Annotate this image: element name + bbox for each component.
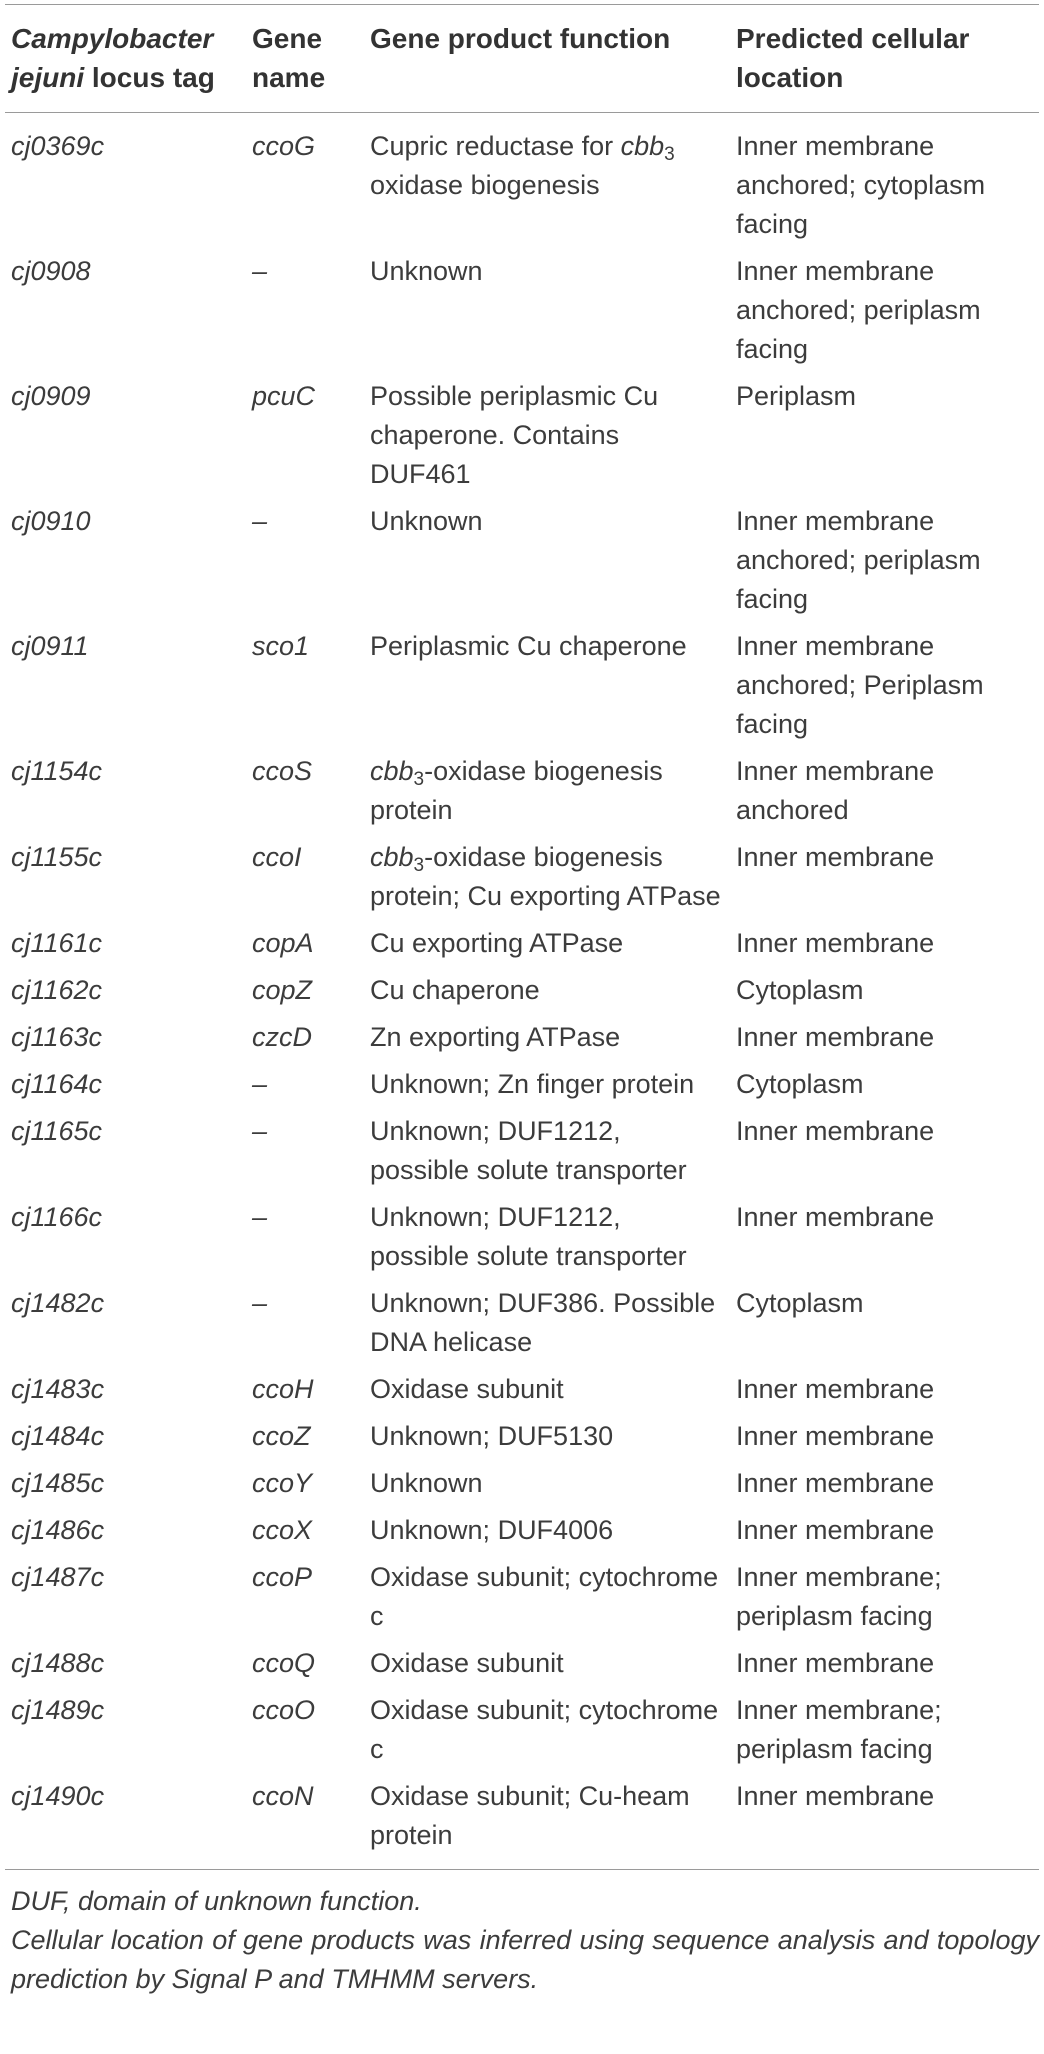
locus-tag-cell: cj0369c bbox=[11, 131, 105, 161]
cellular-location-cell: Periplasm bbox=[736, 381, 857, 411]
gene-function-cell bbox=[364, 1018, 730, 1065]
header-locus-tag-text: locus tag bbox=[84, 62, 215, 93]
locus-tag-cell: cj1155c bbox=[11, 842, 103, 872]
cellular-location-cell: Inner membrane bbox=[736, 1022, 935, 1052]
gene-name-cell: – bbox=[252, 1069, 268, 1099]
subscript-text: 3 bbox=[664, 144, 675, 165]
gene-function-cell bbox=[364, 1198, 730, 1284]
locus-tag-cell: cj0909 bbox=[11, 381, 91, 411]
table-row bbox=[5, 1065, 1039, 1112]
function-text: Cupric reductase for bbox=[370, 131, 621, 161]
gene-name-cell: ccoX bbox=[252, 1515, 313, 1545]
cellular-location-cell: Inner membrane anchored bbox=[736, 756, 935, 825]
function-text: -oxidase biogenesis protein bbox=[370, 756, 663, 825]
gene-function-cell bbox=[364, 1511, 730, 1558]
locus-tag-cell: cj1165c bbox=[11, 1116, 103, 1146]
function-text: Unknown; DUF4006 bbox=[370, 1515, 614, 1545]
cellular-location-cell: Inner membrane; periplasm facing bbox=[736, 1562, 942, 1631]
table-body bbox=[5, 113, 1039, 1870]
gene-name-cell: ccoO bbox=[252, 1695, 316, 1725]
subscript-text: 3 bbox=[413, 855, 425, 876]
cellular-location-cell: Inner membrane; periplasm facing bbox=[736, 1695, 942, 1764]
cellular-location-cell: Inner membrane anchored; periplasm facing bbox=[736, 506, 981, 614]
function-text: Oxidase subunit; Cu-heam protein bbox=[370, 1781, 690, 1850]
gene-function-cell bbox=[364, 1284, 730, 1370]
gene-name-cell: – bbox=[252, 1288, 268, 1318]
gene-function-cell bbox=[364, 113, 730, 253]
locus-tag-cell: cj1162c bbox=[11, 975, 103, 1005]
gene-name-cell: copA bbox=[252, 928, 314, 958]
locus-tag-cell: cj1486c bbox=[11, 1515, 105, 1545]
subscript-text: 3 bbox=[413, 769, 425, 790]
function-text: Unknown; DUF1212, possible solute transporter bbox=[370, 1116, 687, 1185]
table-row bbox=[5, 1511, 1039, 1558]
table-row bbox=[5, 1644, 1039, 1691]
locus-tag-cell: cj1484c bbox=[11, 1421, 105, 1451]
header-locus-tag bbox=[5, 5, 246, 113]
function-text: Unknown; DUF5130 bbox=[370, 1421, 614, 1451]
header-row bbox=[5, 5, 1039, 113]
function-text: Unknown; DUF1212, possible solute transporter bbox=[370, 1202, 687, 1271]
table-row bbox=[5, 1112, 1039, 1198]
gene-function-cell bbox=[364, 971, 730, 1018]
cellular-location-cell: Inner membrane anchored; Periplasm facing bbox=[736, 631, 984, 739]
cellular-location-cell: Inner membrane bbox=[736, 1421, 935, 1451]
table-row bbox=[5, 1417, 1039, 1464]
function-text: Oxidase subunit bbox=[370, 1648, 564, 1678]
cellular-location-cell: Inner membrane bbox=[736, 1202, 935, 1232]
table-row bbox=[5, 752, 1039, 838]
locus-tag-cell: cj0911 bbox=[11, 631, 89, 661]
footnote-duf: DUF, domain of unknown function. bbox=[11, 1886, 422, 1916]
gene-name-cell: czcD bbox=[252, 1022, 312, 1052]
gene-name-cell: sco1 bbox=[252, 631, 310, 661]
gene-function-cell bbox=[364, 924, 730, 971]
cellular-location-cell: Inner membrane anchored; periplasm facing bbox=[736, 256, 981, 364]
header-cellular-location: Predicted cellular location bbox=[736, 23, 970, 93]
cellular-location-cell: Inner membrane bbox=[736, 1515, 935, 1545]
cellular-location-cell: Inner membrane bbox=[736, 1648, 935, 1678]
function-text: Cu exporting ATPase bbox=[370, 928, 624, 958]
header-gene-product-function: Gene product function bbox=[370, 23, 671, 54]
table-row bbox=[5, 1198, 1039, 1284]
locus-tag-cell: cj1166c bbox=[11, 1202, 103, 1232]
locus-tag-cell: cj1490c bbox=[11, 1781, 105, 1811]
cellular-location-cell: Inner membrane bbox=[736, 928, 935, 958]
function-text: Unknown; DUF386. Possible DNA helicase bbox=[370, 1288, 716, 1357]
gene-name-cell: – bbox=[252, 1202, 268, 1232]
cellular-location-cell: Inner membrane anchored; cytoplasm facing bbox=[736, 131, 986, 239]
footnote-methods: Cellular location of gene products was inferred using sequence analysis and topology prediction by Signal P and TMHMM servers. bbox=[11, 1925, 1039, 1994]
gene-name-cell: ccoP bbox=[252, 1562, 313, 1592]
gene-function-cell bbox=[364, 1777, 730, 1870]
locus-tag-cell: cj1489c bbox=[11, 1695, 105, 1725]
cellular-location-cell: Inner membrane bbox=[736, 842, 935, 872]
function-text: -oxidase biogenesis protein; Cu exporting ATPase bbox=[370, 842, 721, 911]
table-row bbox=[5, 1284, 1039, 1370]
table-row bbox=[5, 924, 1039, 971]
cellular-location-cell: Inner membrane bbox=[736, 1468, 935, 1498]
gene-function-cell bbox=[364, 252, 730, 377]
table-row bbox=[5, 1777, 1039, 1870]
cellular-location-cell: Inner membrane bbox=[736, 1116, 935, 1146]
locus-tag-cell: cj1154c bbox=[11, 756, 103, 786]
gene-name-cell: ccoS bbox=[252, 756, 313, 786]
gene-name-cell: ccoZ bbox=[252, 1421, 311, 1451]
gene-name-cell: pcuC bbox=[252, 381, 316, 411]
cellular-location-cell: Inner membrane bbox=[736, 1781, 935, 1811]
function-text: Unknown bbox=[370, 256, 483, 286]
gene-function-cell bbox=[364, 627, 730, 752]
gene-name-cell: – bbox=[252, 506, 268, 536]
function-text: cbb bbox=[620, 131, 665, 161]
locus-tag-cell: cj0910 bbox=[11, 506, 91, 536]
gene-name-cell: ccoQ bbox=[252, 1648, 316, 1678]
cellular-location-cell: Cytoplasm bbox=[736, 1288, 864, 1318]
header-species-name: Campylobacter jejuni bbox=[11, 23, 214, 93]
gene-function-cell bbox=[364, 1065, 730, 1112]
gene-name-cell: ccoI bbox=[252, 842, 302, 872]
table-row bbox=[5, 502, 1039, 627]
function-text: Oxidase subunit; cytochrome c bbox=[370, 1562, 719, 1631]
gene-function-cell bbox=[364, 1464, 730, 1511]
gene-name-cell: ccoH bbox=[252, 1374, 314, 1404]
locus-tag-cell: cj0908 bbox=[11, 256, 91, 286]
gene-function-cell bbox=[364, 1370, 730, 1417]
locus-tag-cell: cj1161c bbox=[11, 928, 103, 958]
function-text: Cu chaperone bbox=[370, 975, 540, 1005]
gene-function-cell bbox=[364, 838, 730, 924]
function-text: Oxidase subunit bbox=[370, 1374, 564, 1404]
table-row bbox=[5, 838, 1039, 924]
cellular-location-cell: Cytoplasm bbox=[736, 975, 864, 1005]
function-text: oxidase biogenesis bbox=[370, 170, 600, 200]
table-row bbox=[5, 113, 1039, 253]
gene-function-cell bbox=[364, 1644, 730, 1691]
function-text: Periplasmic Cu chaperone bbox=[370, 631, 687, 661]
gene-name-cell: ccoN bbox=[252, 1781, 314, 1811]
table-footnotes bbox=[5, 1870, 1039, 1999]
cellular-location-cell: Cytoplasm bbox=[736, 1069, 864, 1099]
locus-tag-cell: cj1163c bbox=[11, 1022, 103, 1052]
locus-tag-cell: cj1487c bbox=[11, 1562, 105, 1592]
cellular-location-cell: Inner membrane bbox=[736, 1374, 935, 1404]
gene-name-cell: – bbox=[252, 1116, 268, 1146]
function-text: cbb bbox=[370, 842, 414, 872]
function-text: Unknown bbox=[370, 506, 483, 536]
gene-function-cell bbox=[364, 502, 730, 627]
gene-name-cell: copZ bbox=[252, 975, 313, 1005]
header-gene-name: Gene name bbox=[252, 23, 326, 93]
function-text: Possible periplasmic Cu chaperone. Contains DUF461 bbox=[370, 381, 659, 489]
function-text: Unknown bbox=[370, 1468, 483, 1498]
locus-tag-cell: cj1485c bbox=[11, 1468, 105, 1498]
locus-tag-cell: cj1483c bbox=[11, 1374, 105, 1404]
gene-function-cell bbox=[364, 1558, 730, 1644]
gene-function-cell bbox=[364, 752, 730, 838]
table-row bbox=[5, 1370, 1039, 1417]
table-row bbox=[5, 252, 1039, 377]
table-header bbox=[5, 5, 1039, 113]
function-text: cbb bbox=[370, 756, 414, 786]
table-row bbox=[5, 1464, 1039, 1511]
function-text: Zn exporting ATPase bbox=[370, 1022, 621, 1052]
locus-tag-cell: cj1482c bbox=[11, 1288, 105, 1318]
gene-function-cell bbox=[364, 377, 730, 502]
table-row bbox=[5, 1558, 1039, 1644]
gene-table bbox=[5, 4, 1039, 1870]
gene-name-cell: ccoY bbox=[252, 1468, 313, 1498]
function-text: Unknown; Zn finger protein bbox=[370, 1069, 695, 1099]
locus-tag-cell: cj1164c bbox=[11, 1069, 103, 1099]
function-text: Oxidase subunit; cytochrome c bbox=[370, 1695, 719, 1764]
table-row bbox=[5, 377, 1039, 502]
table-row bbox=[5, 971, 1039, 1018]
gene-function-cell bbox=[364, 1691, 730, 1777]
gene-name-cell: – bbox=[252, 256, 268, 286]
gene-name-cell: ccoG bbox=[252, 131, 316, 161]
gene-function-cell bbox=[364, 1417, 730, 1464]
table-row bbox=[5, 627, 1039, 752]
table-row bbox=[5, 1691, 1039, 1777]
gene-function-cell bbox=[364, 1112, 730, 1198]
locus-tag-cell: cj1488c bbox=[11, 1648, 105, 1678]
table-row bbox=[5, 1018, 1039, 1065]
